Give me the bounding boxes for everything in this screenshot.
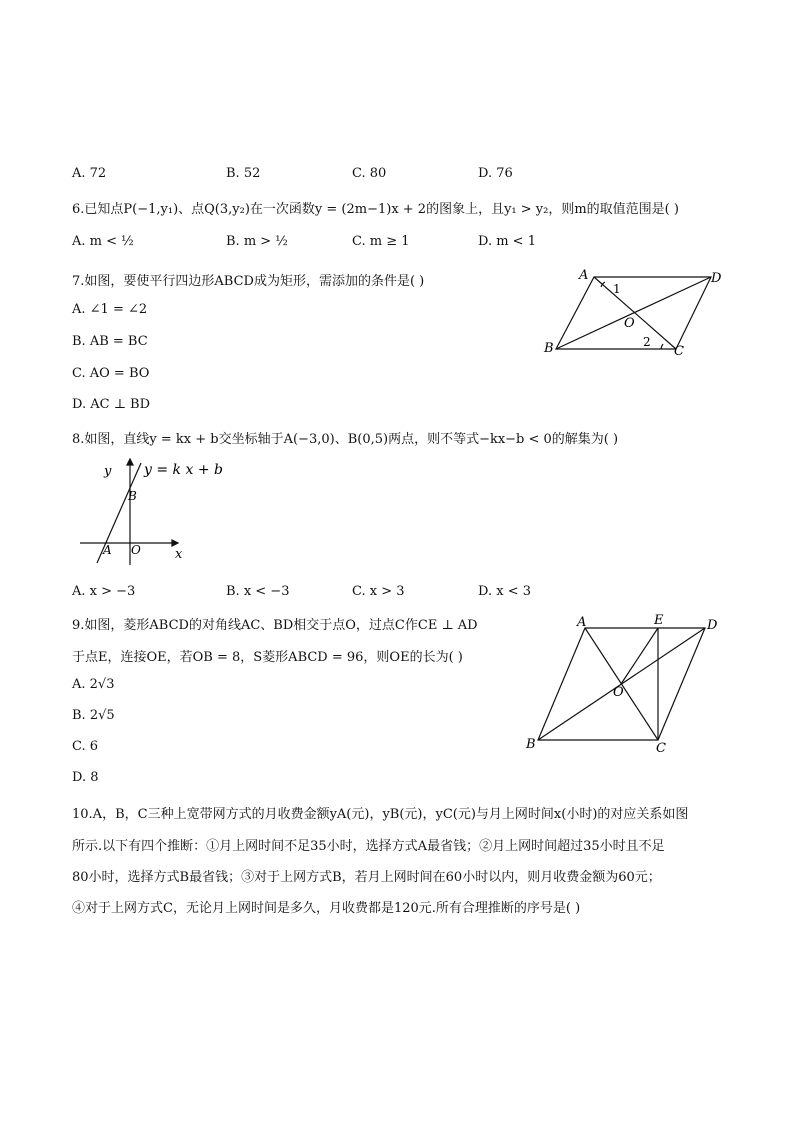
x-axis-arrow [172, 540, 178, 546]
label-angle-1: 1 [613, 282, 621, 296]
label-o: O [131, 543, 141, 557]
q5-option-d: D. 76 [478, 166, 513, 181]
label-y: y [104, 464, 112, 479]
q8-option-a: A. x > −3 [72, 584, 136, 599]
label-e: E [654, 613, 664, 628]
q7-parallelogram-figure [535, 262, 735, 362]
q7-option-a: A. ∠1 = ∠2 [72, 302, 148, 317]
q5-option-b: B. 52 [226, 166, 261, 181]
q6-option-b: B. m > ½ [226, 234, 288, 249]
label-o: O [624, 316, 635, 331]
q8-option-b: B. x < −3 [226, 584, 290, 599]
q10-text-line-1: 10.A，B，C三种上宽带网方式的月收费金额yA(元)，yB(元)，yC(元)与月上网时间x(小时)的对应关系如图 [72, 807, 689, 822]
q9-option-a: A. 2√3 [72, 677, 115, 692]
y-axis-arrow [127, 459, 133, 465]
q7-option-b: B. AB = BC [72, 334, 148, 349]
q9-option-d: D. 8 [72, 770, 99, 785]
q5-option-c: C. 80 [352, 166, 387, 181]
label-angle-2: 2 [643, 335, 651, 349]
label-b: B [128, 489, 137, 503]
q8-text: 8.如图，直线y = kx + b交坐标轴于A(−3,0)、B(0,5)两点，则不等式−kx−b < 0的解集为( ) [72, 432, 619, 447]
q10-text-line-4: ④对于上网方式C，无论月上网时间是多久，月收费都是120元.所有合理推断的序号是( ) [72, 901, 581, 916]
label-line-equation: y = k x + b [144, 462, 223, 478]
q6-option-a: A. m < ½ [72, 234, 134, 249]
q8-line-graph-figure [74, 455, 224, 570]
diagonal-ac [594, 277, 676, 349]
q8-option-d: D. x < 3 [478, 584, 531, 599]
label-b: B [526, 737, 536, 752]
label-c: C [656, 741, 666, 756]
segment-oe [621, 628, 658, 684]
label-b: B [544, 341, 554, 356]
label-a: A [103, 543, 112, 557]
q9-rhombus-figure [520, 608, 730, 758]
q9-option-b: B. 2√5 [72, 708, 115, 723]
q7-option-d: D. AC ⊥ BD [72, 397, 151, 412]
angle-2-arc [661, 344, 663, 349]
q10-text-line-3: 80小时，选择方式B最省钱；③对于上网方式B，若月上网时间在60小时以内，则月收费金额为60元； [72, 870, 661, 885]
label-d: D [707, 618, 718, 633]
label-d: D [711, 271, 722, 286]
q6-option-c: C. m ≥ 1 [352, 234, 410, 249]
label-o: O [613, 685, 624, 700]
q5-option-a: A. 72 [72, 166, 107, 181]
diagonal-bd [556, 277, 711, 349]
q9-text-line-2: 于点E，连接OE，若OB = 8，S菱形ABCD = 96，则OE的长为( ) [72, 650, 463, 665]
q6-option-d: D. m < 1 [478, 234, 536, 249]
q6-text: 6.已知点P(−1,y₁)、点Q(3,y₂)在一次函数y = (2m−1)x + 2的图象上，且y₁ > y₂，则m的取值范围是( ) [72, 202, 679, 217]
label-c: C [674, 344, 684, 359]
q9-text-line-1: 9.如图，菱形ABCD的对角线AC、BD相交于点O，过点C作CE ⊥ AD [72, 618, 478, 633]
q7-text: 7.如图，要使平行四边形ABCD成为矩形，需添加的条件是( ) [72, 274, 425, 289]
label-a: A [579, 268, 589, 283]
q8-option-c: C. x > 3 [352, 584, 405, 599]
label-a: A [577, 615, 587, 630]
q7-option-c: C. AO = BO [72, 366, 150, 381]
q9-option-c: C. 6 [72, 739, 99, 754]
q10-text-line-2: 所示.以下有四个推断：①月上网时间不足35小时，选择方式A最省钱；②月上网时间超过35小时且不足 [72, 839, 665, 854]
label-x: x [175, 547, 183, 562]
